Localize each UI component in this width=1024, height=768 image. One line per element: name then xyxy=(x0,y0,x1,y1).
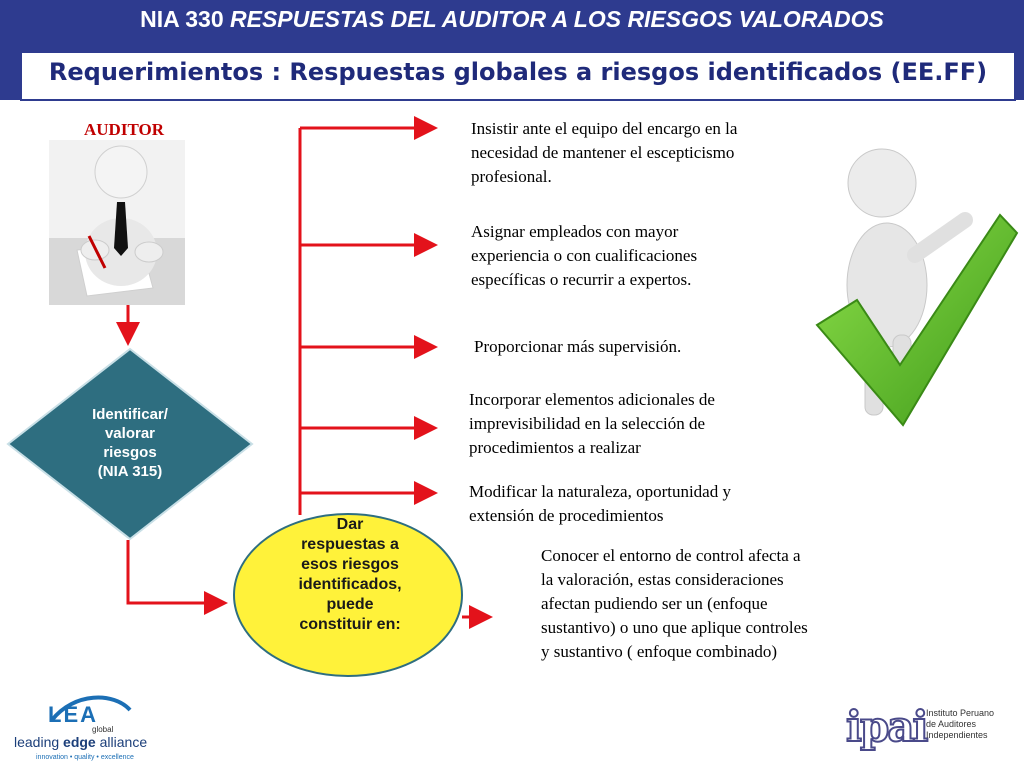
response-line: Asignar empleados con mayor xyxy=(471,222,679,241)
oval-line: esos riesgos xyxy=(301,556,399,573)
oval-line: constituir en: xyxy=(299,616,401,633)
checkmark-figure-illustration xyxy=(805,135,1020,430)
response-line: procedimientos a realizar xyxy=(469,438,641,457)
response-line: Modificar la naturaleza, oportunidad y xyxy=(469,482,731,501)
ipai-name-line: de Auditores xyxy=(926,719,977,729)
lea-global: global xyxy=(92,725,114,734)
diamond-line: riesgos xyxy=(103,444,157,461)
ipai-name-line: Independientes xyxy=(926,730,988,740)
arrow-diamond-to-oval xyxy=(128,540,222,603)
response-line: sustantivo) o uno que aplique controles xyxy=(541,618,808,637)
oval-line: puede xyxy=(326,596,374,613)
response-1 xyxy=(471,117,801,189)
response-3 xyxy=(474,335,804,359)
response-line: Insistir ante el equipo del encargo en la xyxy=(471,119,738,138)
ipai-mark: ipai xyxy=(846,702,927,751)
auditor-label: AUDITOR xyxy=(84,120,164,139)
response-line: afectan pudiendo ser un (enfoque xyxy=(541,594,768,613)
ipai-name-line: Instituto Peruano xyxy=(926,708,995,718)
response-5 xyxy=(469,480,799,528)
response-line: imprevisibilidad en la selección de xyxy=(469,414,706,433)
lea-name-part: edge xyxy=(63,734,96,750)
response-4 xyxy=(469,388,799,460)
oval-line: Dar xyxy=(336,516,364,533)
response-line: experiencia o con cualificaciones xyxy=(471,246,698,265)
response-line: Conocer el entorno de control afecta a xyxy=(541,546,801,565)
response-2 xyxy=(471,220,801,292)
oval-line: identificados, xyxy=(298,576,402,593)
lea-name-part: alliance xyxy=(95,734,148,750)
diamond-text xyxy=(60,405,200,481)
lea-logo xyxy=(14,690,174,765)
page-subtitle: Requerimientos : Respuestas globales a riesgos identificados (EE.FF) xyxy=(48,58,988,86)
diamond-line: valorar xyxy=(104,425,156,442)
final-response xyxy=(541,544,871,664)
response-line: Proporcionar más supervisión. xyxy=(474,337,682,356)
oval-text xyxy=(270,515,430,635)
ipai-name xyxy=(926,708,994,741)
diamond-line: Identificar/ xyxy=(92,406,168,423)
response-line: la valoración, estas consideraciones xyxy=(541,570,784,589)
response-line: necesidad de mantener el escepticismo xyxy=(471,143,735,162)
response-line: y sustantivo ( enfoque combinado) xyxy=(541,642,778,661)
lea-name-part: leading xyxy=(14,734,64,750)
lea-mark: LEA xyxy=(48,702,98,727)
response-line: Incorporar elementos adicionales de xyxy=(469,390,715,409)
title-prefix: NIA 330 xyxy=(140,6,231,32)
response-line: profesional. xyxy=(471,167,552,186)
response-line: específicas o recurrir a expertos. xyxy=(471,270,692,289)
lea-tagline: innovation • quality • excellence xyxy=(36,754,134,761)
ipai-logo xyxy=(842,700,1012,760)
title-italic: RESPUESTAS DEL AUDITOR A LOS RIESGOS VALORADOS xyxy=(230,6,884,32)
response-line: extensión de procedimientos xyxy=(469,506,664,525)
diamond-line: (NIA 315) xyxy=(97,463,163,480)
lea-name xyxy=(14,734,147,750)
oval-line: respuestas a xyxy=(301,536,399,553)
